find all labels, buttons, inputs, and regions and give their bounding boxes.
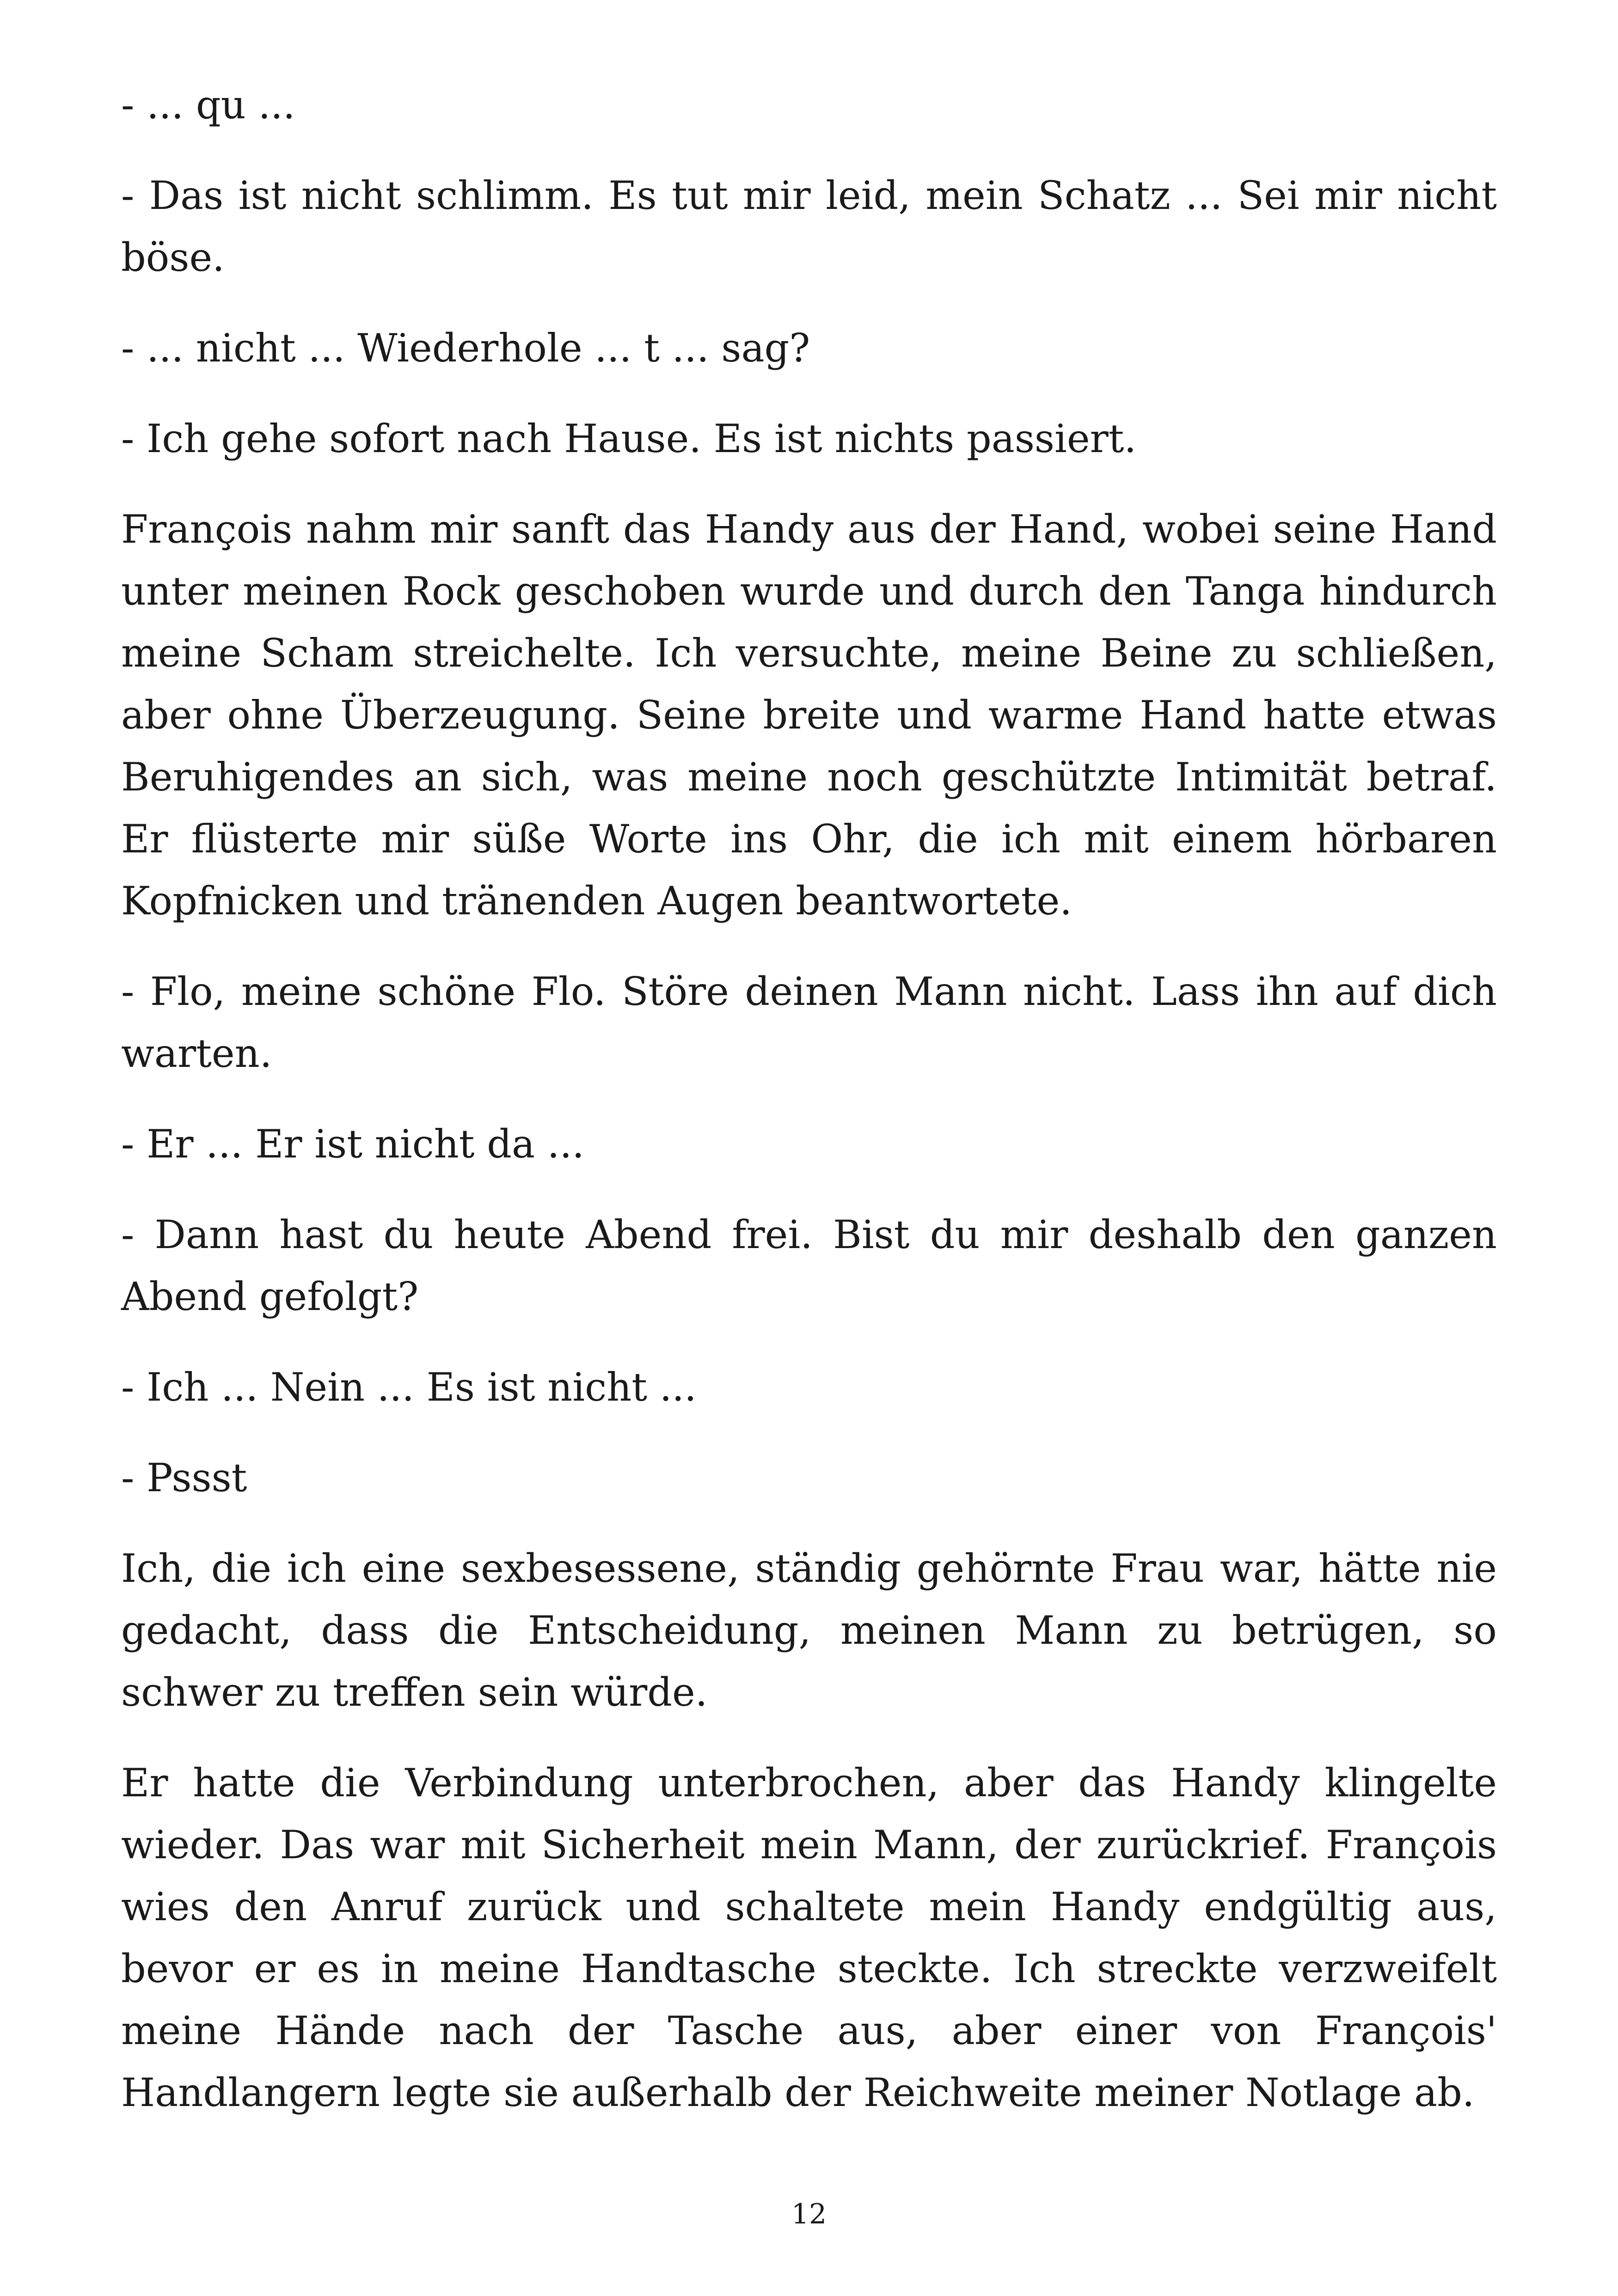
dialogue-line: - Er ... Er ist nicht da ... [121, 1121, 584, 1167]
dialogue-line: - Das ist nicht schlimm. Es tut mir leid, mein Schatz ... Sei mir nicht böse. [121, 173, 1497, 280]
dialogue-line: - Ich ... Nein ... Es ist nicht ... [121, 1365, 697, 1410]
dialogue-line: - Dann hast du heute Abend frei. Bist du mir deshalb den ganzen Abend gefolgt? [121, 1212, 1497, 1319]
dialogue-line: - ... qu ... [121, 82, 295, 128]
dialogue-line: - Flo, meine schöne Flo. Störe deinen Mann nicht. Lass ihn auf dich warten. [121, 969, 1497, 1076]
narrative-paragraph: Ich, die ich eine sexbesessene, ständig gehörnte Frau war, hätte nie gedacht, dass die Entscheidung, meinen Mann zu betrügen, so schwer zu treffen sein würde. [121, 1546, 1497, 1715]
dialogue-line: - Ich gehe sofort nach Hause. Es ist nichts passiert. [121, 416, 1137, 461]
narrative-paragraph: François nahm mir sanft das Handy aus der Hand, wobei seine Hand unter meinen Rock geschoben wurde und durch den Tanga hindurch meine Scham streichelte. Ich versuchte, meine Beine zu schließen, aber ohne Überzeugung. Seine breite und warme Hand hatte etwas Beruhigendes an sich, was meine noch geschützte Intimität betraf. Er flüsterte mir süße Worte ins Ohr, die ich mit einem hörbaren Kopfnicken und tränenden Augen beantwortete. [121, 507, 1497, 924]
page-number: 12 [791, 2198, 827, 2230]
dialogue-line: - ... nicht ... Wiederhole ... t ... sag? [121, 325, 810, 371]
narrative-paragraph: Er hatte die Verbindung unterbrochen, aber das Handy klingelte wieder. Das war mit Sicherheit mein Mann, der zurückrief. François wies den Anruf zurück und schaltete mein Handy endgültig aus, bevor er es in meine Handtasche steckte. Ich streckte verzweifelt meine Hände nach der Tasche aus, aber einer von François' Handlangern legte sie außerhalb der Reichweite meiner Notlage ab. [121, 1760, 1497, 2115]
dialogue-line: - Pssst [121, 1455, 247, 1500]
page-body [121, 74, 1497, 2152]
